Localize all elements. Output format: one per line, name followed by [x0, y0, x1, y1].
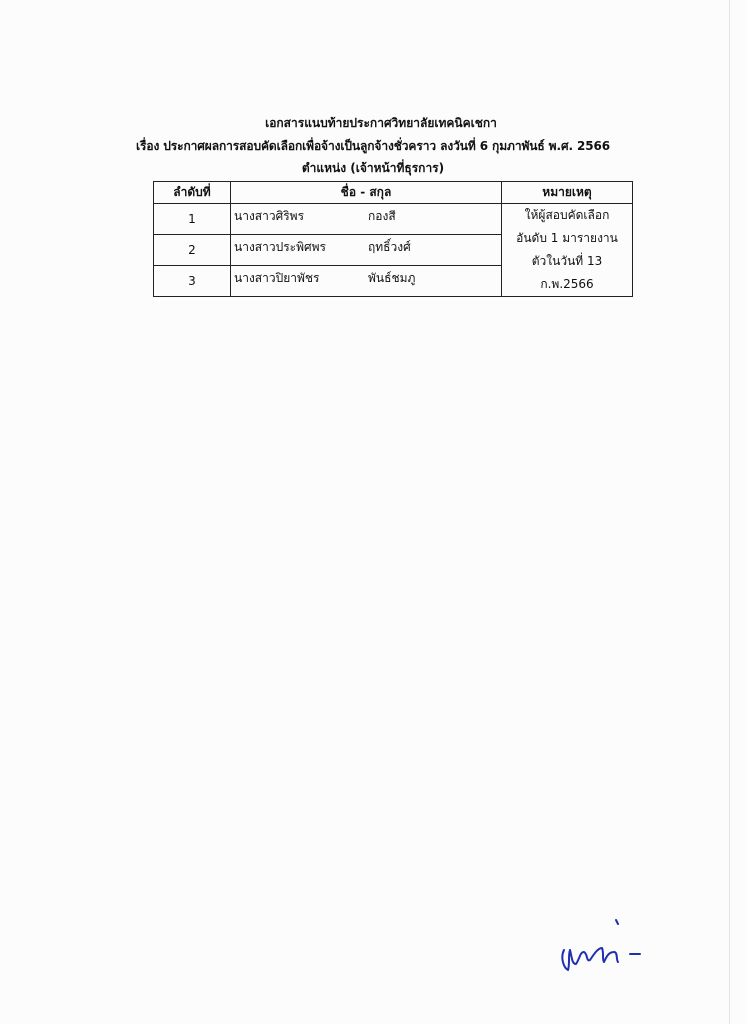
order-cell: 3 [154, 266, 231, 297]
order-cell: 2 [154, 235, 231, 266]
remark-line-1: ให้ผู้สอบคัดเลือก [524, 208, 610, 222]
name-cell [231, 266, 502, 297]
header-line-3: ตำแหน่ง (เจ้าหน้าที่ธุรการ) [301, 161, 445, 175]
remark-cell [502, 204, 633, 297]
first-name: นางสาวประพิศพร [234, 240, 326, 254]
remark-line-3: ตัวในวันที่ 13 ก.พ.2566 [531, 254, 603, 291]
last-name: พันธ์ชมภู [368, 271, 416, 285]
document-header [0, 112, 746, 180]
header-line-1: เอกสารแนบท้ายประกาศวิทยาลัยเทคนิคเชกา [265, 116, 497, 130]
signature-icon [558, 918, 658, 978]
column-header-order: ลำดับที่ [154, 182, 231, 204]
results-table [153, 181, 633, 297]
last-name: กองสี [368, 209, 396, 223]
column-header-name: ชื่อ - สกุล [231, 182, 502, 204]
header-line-2: เรื่อง ประกาศผลการสอบคัดเลือกเพื่อจ้างเป็นลูกจ้างชั่วคราว ลงวันที่ 6 กุมภาพันธ์ พ.ศ. 2566 [135, 139, 610, 153]
order-cell: 1 [154, 204, 231, 235]
first-name: นางสาวศิริพร [234, 209, 305, 223]
last-name: ฤทธิ์วงศ์ [368, 240, 411, 254]
remark-line-2: อันดับ 1 มารายงาน [516, 231, 618, 245]
table-header-row [154, 182, 633, 204]
name-cell [231, 204, 502, 235]
name-cell [231, 235, 502, 266]
column-header-remark: หมายเหตุ [502, 182, 633, 204]
table-row [154, 204, 633, 235]
first-name: นางสาวปิยาพัชร [234, 271, 320, 285]
